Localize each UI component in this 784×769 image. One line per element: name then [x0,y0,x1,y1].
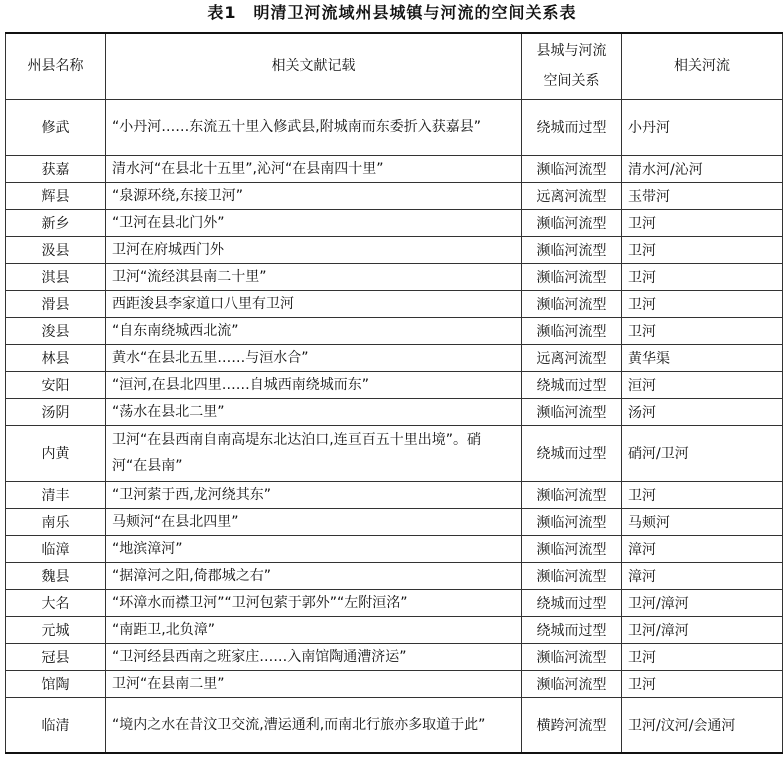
table-row [6,535,783,562]
table-row [6,236,783,263]
document-record-cell [106,670,522,697]
related-river-cell-text: 硝河/卫河 [628,446,689,462]
county-name-cell-text: 林县 [41,350,70,367]
related-river-cell [622,344,783,371]
document-record-cell-text: “洹河,在县北四里……自城西南绕城而东” [112,376,369,393]
spatial-relation-cell-text: 濒临河流型 [536,269,607,286]
related-river-cell [622,99,783,155]
spatial-relation-cell [522,670,622,697]
related-river-cell-text: 卫河 [628,323,656,340]
county-name-cell [6,263,106,290]
county-name-cell [6,535,106,562]
spatial-relation-cell [522,697,622,753]
document-record-cell [106,263,522,290]
document-record-cell [106,344,522,371]
document-record-cell [106,209,522,236]
table-row [6,182,783,209]
document-record-cell [106,99,522,155]
related-river-cell [622,182,783,209]
document-record-cell-text: “荡水在县北二里” [112,403,225,420]
spatial-relation-cell-text: 远离河流型 [536,188,607,205]
spatial-relation-cell [522,481,622,508]
spatial-relation-cell [522,263,622,290]
header-row [6,33,783,99]
county-name-cell-text: 临漳 [41,541,70,558]
document-record-cell-text: “泉源环绕,东接卫河” [112,187,243,204]
county-name-cell [6,371,106,398]
related-river-cell [622,697,783,753]
table-row [6,670,783,697]
document-record-cell-text: “卫河经县西南之班家庄……入南馆陶通漕济运” [112,648,407,665]
table-row [6,209,783,236]
document-record-cell-text: 马颊河“在县北四里” [112,513,239,530]
related-river-cell [622,508,783,535]
related-river-cell-text: 漳河 [628,568,656,585]
spatial-relation-cell-text: 绕城而过型 [536,622,607,639]
related-river-cell-text: 清水河/沁河 [628,161,703,178]
county-name-cell [6,589,106,616]
document-record-cell-text: “南距卫,北负漳” [112,621,215,638]
county-name-cell-text: 浚县 [41,323,70,340]
document-record-cell-text: 卫河“在县西南自南高堤东北达泊口,连亘百五十里出境”。硝河“在县南” [112,432,481,474]
county-name-cell-text: 清丰 [41,487,70,504]
county-name-cell [6,481,106,508]
related-river-cell-text: 马颊河 [628,514,670,531]
related-river-cell [622,317,783,344]
table-row [6,481,783,508]
county-name-cell-text: 淇县 [41,269,70,286]
county-name-cell-text: 安阳 [41,377,70,394]
related-river-cell [622,290,783,317]
relation-table [5,32,783,754]
document-record-cell-text: “境内之水在昔汶卫交流,漕运通利,而南北行旅亦多取道于此” [112,716,486,733]
document-record-cell-text: “据漳河之阳,倚郡城之右” [112,567,271,584]
county-name-cell-text: 馆陶 [41,676,70,693]
spatial-relation-cell-text: 濒临河流型 [536,568,607,585]
spatial-relation-cell [522,562,622,589]
header-relation-line2: 空间关系 [543,73,600,90]
table-row [6,290,783,317]
related-river-cell [622,643,783,670]
table-row [6,263,783,290]
spatial-relation-cell [522,236,622,263]
related-river-cell [622,589,783,616]
document-record-cell [106,481,522,508]
spatial-relation-cell-text: 濒临河流型 [536,296,607,313]
document-record-cell [106,155,522,182]
document-record-cell-text: 卫河“流经淇县南二十里” [112,268,267,285]
county-name-cell [6,508,106,535]
spatial-relation-cell-text: 绕城而过型 [536,377,607,394]
document-record-cell [106,616,522,643]
document-record-cell-text: “卫河萦于西,龙河绕其东” [112,486,271,503]
table-body [6,99,783,753]
related-river-cell-text: 汤河 [628,404,656,421]
document-record-cell-text: “小丹河……东流五十里入修武县,附城南而东委折入获嘉县” [112,119,481,135]
document-record-cell [106,643,522,670]
county-name-cell-text: 修武 [41,120,70,136]
related-river-cell [622,616,783,643]
related-river-cell [622,425,783,481]
related-river-cell [622,535,783,562]
related-river-cell-text: 洹河 [628,377,656,394]
spatial-relation-cell-text: 濒临河流型 [536,676,607,693]
spatial-relation-cell-text: 濒临河流型 [536,161,607,178]
county-name-cell [6,670,106,697]
related-river-cell-text: 卫河 [628,676,656,693]
county-name-cell-text: 新乡 [41,215,70,232]
related-river-cell-text: 卫河 [628,296,656,313]
document-record-cell-text: 清水河“在县北十五里”,沁河“在县南四十里” [112,160,384,177]
county-name-cell-text: 临清 [41,717,70,734]
related-river-cell [622,155,783,182]
document-record-cell [106,589,522,616]
table-row [6,508,783,535]
spatial-relation-cell-text: 濒临河流型 [536,487,607,504]
table-row [6,616,783,643]
document-record-cell [106,562,522,589]
related-river-cell-text: 卫河 [628,242,656,259]
document-record-cell-text: “环漳水而襟卫河”“卫河包萦于郭外”“左附洹洺” [112,594,408,611]
county-name-cell [6,398,106,425]
spatial-relation-cell [522,425,622,481]
header-doc: 相关文献记载 [106,33,522,99]
related-river-cell [622,670,783,697]
spatial-relation-cell [522,398,622,425]
county-name-cell [6,209,106,236]
document-record-cell [106,398,522,425]
spatial-relation-cell-text: 濒临河流型 [536,514,607,531]
county-name-cell-text: 辉县 [41,188,70,205]
county-name-cell [6,562,106,589]
county-name-cell [6,155,106,182]
spatial-relation-cell-text: 濒临河流型 [536,242,607,259]
table-row [6,697,783,753]
header-river: 相关河流 [622,33,783,99]
related-river-cell [622,398,783,425]
spatial-relation-cell [522,643,622,670]
table-row [6,371,783,398]
related-river-cell-text: 卫河 [628,649,656,666]
county-name-cell [6,344,106,371]
spatial-relation-cell-text: 绕城而过型 [536,595,607,612]
related-river-cell [622,236,783,263]
related-river-cell [622,263,783,290]
header-relation-line1: 县城与河流 [536,43,607,60]
spatial-relation-cell-text: 绕城而过型 [536,120,607,136]
table-row [6,643,783,670]
county-name-cell [6,616,106,643]
header-relation [522,33,622,99]
spatial-relation-cell [522,182,622,209]
related-river-cell-text: 卫河/漳河 [628,622,689,639]
related-river-cell [622,209,783,236]
spatial-relation-cell-text: 濒临河流型 [536,649,607,666]
spatial-relation-cell-text: 濒临河流型 [536,404,607,421]
related-river-cell [622,481,783,508]
document-record-cell [106,182,522,209]
spatial-relation-cell [522,155,622,182]
table-caption: 表1 明清卫河流域州县城镇与河流的空间关系表 [207,3,577,22]
spatial-relation-cell-text: 濒临河流型 [536,541,607,558]
county-name-cell [6,182,106,209]
document-record-cell [106,697,522,753]
document-record-cell [106,425,522,481]
related-river-cell-text: 小丹河 [628,120,670,136]
table-row [6,425,783,481]
spatial-relation-cell-text: 濒临河流型 [536,215,607,232]
document-record-cell-text: 卫河在府城西门外 [112,241,224,258]
county-name-cell-text: 内黄 [41,446,70,462]
header-name: 州县名称 [6,33,106,99]
related-river-cell-text: 卫河 [628,215,656,232]
spatial-relation-cell [522,99,622,155]
county-name-cell [6,317,106,344]
document-record-cell [106,371,522,398]
table-row [6,589,783,616]
related-river-cell-text: 卫河 [628,487,656,504]
table-row [6,562,783,589]
document-record-cell [106,236,522,263]
table-row [6,344,783,371]
county-name-cell-text: 元城 [41,622,70,639]
document-record-cell-text: “地滨漳河” [112,540,183,557]
spatial-relation-cell [522,209,622,236]
spatial-relation-cell-text: 绕城而过型 [536,446,607,462]
spatial-relation-cell [522,616,622,643]
county-name-cell-text: 汤阴 [41,404,70,421]
county-name-cell-text: 汲县 [41,242,70,259]
county-name-cell-text: 魏县 [41,568,70,585]
related-river-cell-text: 卫河/汶河/会通河 [628,717,736,734]
related-river-cell [622,562,783,589]
document-record-cell-text: 卫河“在县南二里” [112,675,225,692]
related-river-cell-text: 卫河/漳河 [628,595,689,612]
county-name-cell-text: 获嘉 [41,161,70,178]
county-name-cell-text: 滑县 [41,296,70,313]
table-row [6,99,783,155]
spatial-relation-cell-text: 濒临河流型 [536,323,607,340]
table-row [6,317,783,344]
table-row [6,155,783,182]
document-record-cell-text: “卫河在县北门外” [112,214,225,231]
spatial-relation-cell [522,535,622,562]
related-river-cell-text: 黄华渠 [628,350,670,367]
county-name-cell [6,425,106,481]
spatial-relation-cell [522,508,622,535]
spatial-relation-cell [522,344,622,371]
county-name-cell [6,236,106,263]
related-river-cell-text: 漳河 [628,541,656,558]
spatial-relation-cell-text: 远离河流型 [536,350,607,367]
spatial-relation-cell [522,589,622,616]
county-name-cell [6,290,106,317]
document-record-cell [106,535,522,562]
county-name-cell-text: 冠县 [41,649,70,666]
document-record-cell [106,508,522,535]
county-name-cell [6,697,106,753]
table-row [6,398,783,425]
document-record-cell-text: 黄水“在县北五里……与洹水合” [112,349,309,366]
county-name-cell-text: 大名 [41,595,70,612]
related-river-cell-text: 玉带河 [628,188,670,205]
county-name-cell [6,99,106,155]
related-river-cell [622,371,783,398]
spatial-relation-cell-text: 横跨河流型 [536,717,607,734]
spatial-relation-cell [522,317,622,344]
spatial-relation-cell [522,371,622,398]
document-record-cell [106,317,522,344]
document-record-cell-text: “自东南绕城西北流” [112,322,239,339]
county-name-cell [6,643,106,670]
document-record-cell [106,290,522,317]
related-river-cell-text: 卫河 [628,269,656,286]
document-record-cell-text: 西距浚县李家道口八里有卫河 [112,295,294,312]
spatial-relation-cell [522,290,622,317]
county-name-cell-text: 南乐 [41,514,70,531]
